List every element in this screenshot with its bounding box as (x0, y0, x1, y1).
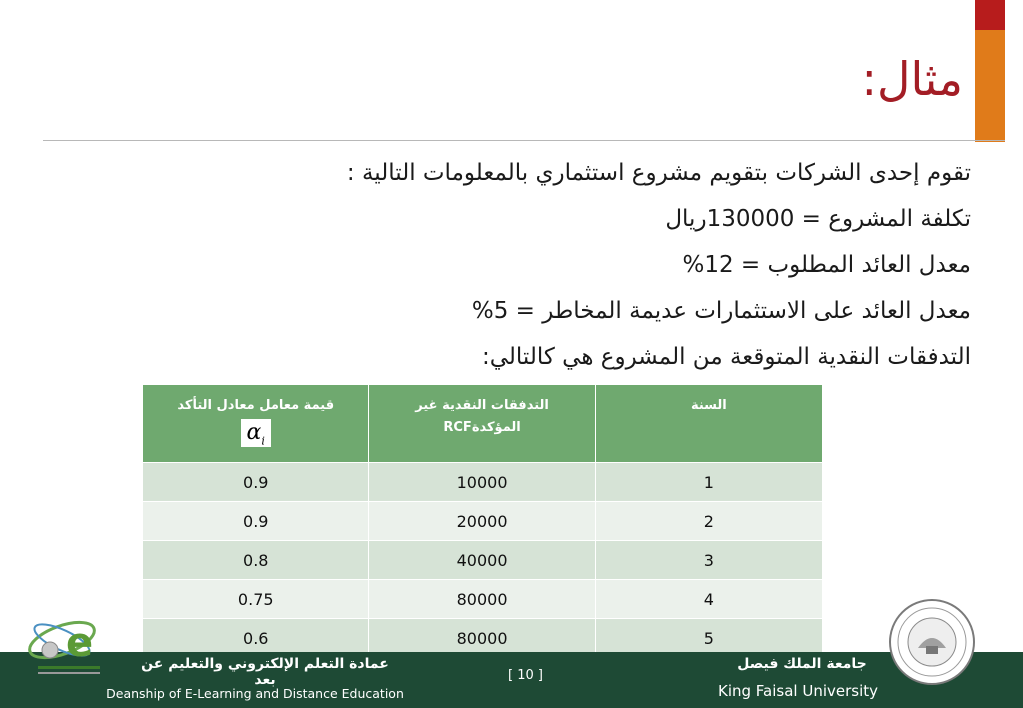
table-row (143, 502, 823, 541)
slide-title: مثال: (861, 52, 963, 106)
table-row (143, 463, 823, 502)
cell-factor: 0.8 (143, 541, 369, 580)
kfu-seal-icon (888, 598, 976, 686)
alpha-symbol: $\alpha_i$ (241, 419, 271, 447)
cell-year: 5 (595, 619, 822, 658)
header-year-label: السنة (690, 398, 727, 413)
table-header-row (143, 385, 823, 463)
cell-year: 3 (595, 541, 822, 580)
cell-cashflow: 40000 (369, 541, 595, 580)
header-cashflow-line2: المؤكدةRCF (443, 420, 521, 435)
cell-factor: 0.9 (143, 463, 369, 502)
cell-cashflow: 10000 (369, 463, 595, 502)
content-line: معدل العائد المطلوب = 12% (682, 252, 971, 278)
cell-cashflow: 20000 (369, 502, 595, 541)
cell-cashflow: 80000 (369, 580, 595, 619)
deanship-name-en: Deanship of E-Learning and Distance Education (106, 686, 404, 701)
accent-bar-orange (975, 30, 1005, 142)
header-cashflow-line1: التدفقات النقدية غير (415, 398, 549, 413)
accent-bar-red (975, 0, 1005, 30)
table-row (143, 541, 823, 580)
cell-year: 4 (595, 580, 822, 619)
title-divider (43, 140, 1005, 141)
cell-year: 2 (595, 502, 822, 541)
content-line: تكلفة المشروع = 130000ريال (665, 206, 971, 232)
header-factor (143, 385, 369, 463)
elearning-deanship-logo-icon (22, 606, 114, 684)
svg-text:e: e (66, 620, 94, 666)
table-row (143, 580, 823, 619)
content-text (271, 156, 971, 386)
content-line: التدفقات النقدية المتوقعة من المشروع هي كالتالي: (482, 344, 971, 370)
cell-factor: 0.6 (143, 619, 369, 658)
cell-factor: 0.75 (143, 580, 369, 619)
header-cashflow (369, 385, 595, 463)
header-factor-line1: قيمة معامل معادل التأكد (177, 398, 335, 413)
header-year (595, 385, 822, 463)
content-line: تقوم إحدى الشركات بتقويم مشروع استثماري بالمعلومات التالية : (346, 160, 971, 186)
cell-cashflow: 80000 (369, 619, 595, 658)
university-name-ar: جامعة الملك فيصل (737, 656, 867, 672)
deanship-name-ar: عمادة التعلم الإلكتروني والتعليم عن بعد (141, 656, 389, 688)
footer-bar (0, 652, 1023, 708)
cashflow-table (142, 384, 823, 658)
cell-factor: 0.9 (143, 502, 369, 541)
content-line: معدل العائد على الاستثمارات عديمة المخاطر = 5% (471, 298, 971, 324)
university-name-en: King Faisal University (717, 682, 879, 700)
cell-year: 1 (595, 463, 822, 502)
page-number: [ 10 ] (508, 668, 543, 683)
